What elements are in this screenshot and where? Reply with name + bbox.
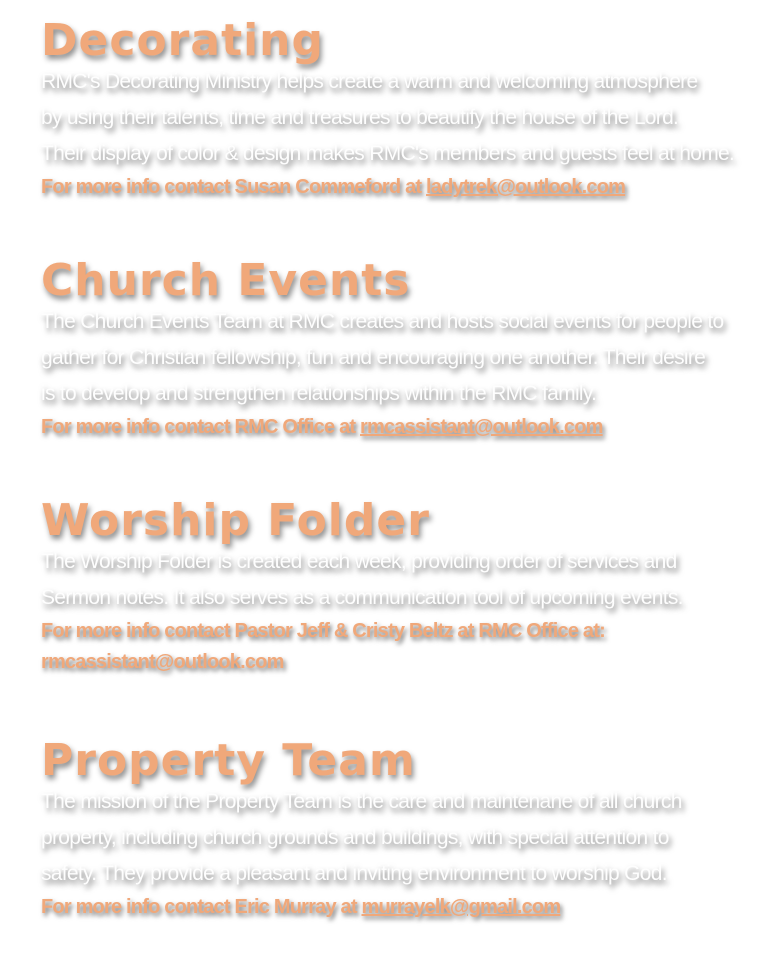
section-description-line: Sermon notes. It also serves as a communication tool of upcoming events. <box>41 586 683 609</box>
email-link-church-events[interactable]: rmcassistant@outlook.com <box>360 416 603 438</box>
section-description-line: The mission of the Property Team is the care and maintenane of all church <box>41 790 682 813</box>
section-description-line: RMC's Decorating Ministry helps create a warm and welcoming atmosphere <box>41 70 698 93</box>
contact-line-decorating <box>41 172 771 203</box>
section-title-worship-folder: Worship Folder <box>41 495 430 546</box>
section-decorating <box>41 15 771 203</box>
section-property-team <box>41 735 771 923</box>
section-description-line: property, including church grounds and buildings, with special attention to <box>41 826 669 849</box>
section-description-line: gather for Christian fellowship, fun and encouraging one another. Their desire <box>41 346 706 369</box>
section-description-line: by using their talents, time and treasures to beautify the house of the Lord. <box>41 106 679 129</box>
section-description-line: The Worship Folder is created each week, providing order of services and <box>41 550 677 573</box>
contact-line-church-events <box>41 412 771 443</box>
email-link-property-team[interactable]: murrayelk@gmail.com <box>361 896 561 918</box>
section-description-line: is to develop and strengthen relationships within the RMC family. <box>41 382 597 405</box>
contact-prefix: For more info contact RMC Office at <box>41 416 361 438</box>
section-description-line: safety. They provide a pleasant and inviting environment to worship God. <box>41 862 667 885</box>
section-title-decorating: Decorating <box>41 15 325 66</box>
section-church-events <box>41 255 771 443</box>
contact-line-worship-folder: For more info contact Pastor Jeff & Cristy Beltz at RMC Office at: <box>41 620 605 642</box>
email-link-decorating[interactable]: ladytrek@outlook.com <box>426 176 626 198</box>
section-worship-folder <box>41 495 771 678</box>
contact-line-property-team <box>41 892 771 923</box>
section-title-church-events: Church Events <box>41 255 411 306</box>
contact-prefix: For more info contact Eric Murray at <box>41 896 362 918</box>
section-description-line: The Church Events Team at RMC creates and hosts social events for people to <box>41 310 724 333</box>
section-description-line: Their display of color & design makes RMC's members and guests feel at home. <box>41 142 735 165</box>
section-title-property-team: Property Team <box>41 735 416 786</box>
contact-prefix: For more info contact Susan Commeford at <box>41 176 427 198</box>
contact-email-worship-folder: rmcassistant@outlook.com <box>41 651 284 673</box>
